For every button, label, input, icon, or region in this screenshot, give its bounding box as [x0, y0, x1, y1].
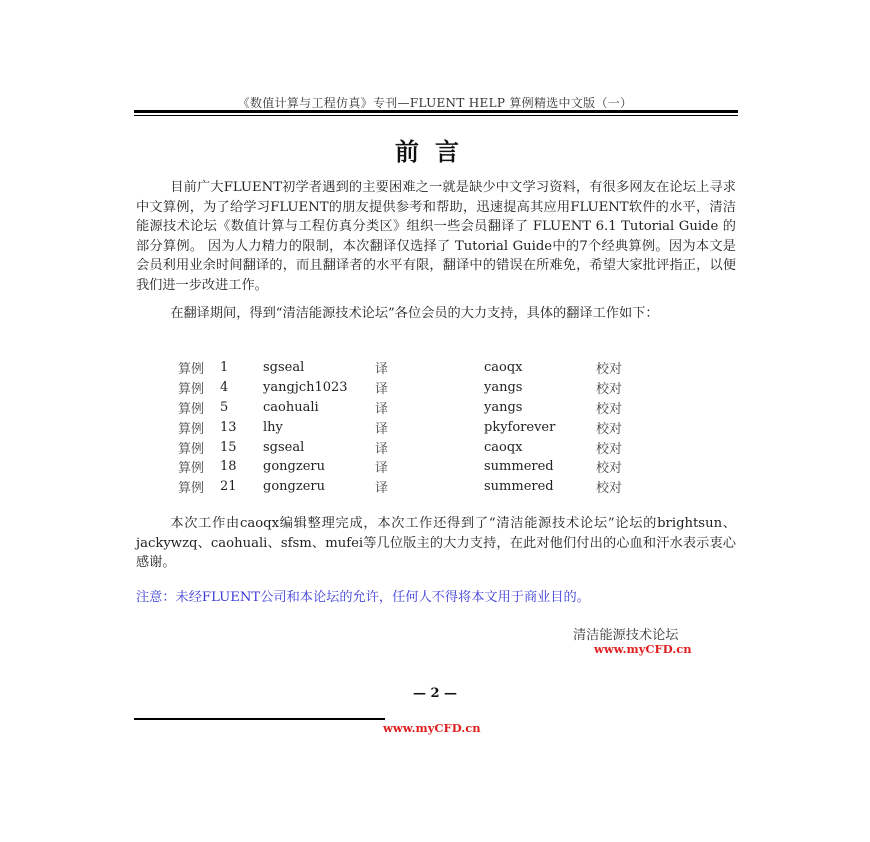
translate-label: 译 [375, 401, 389, 417]
reviewer-name: caoqx [484, 439, 523, 455]
translate-label: 译 [375, 461, 389, 477]
review-label: 校对 [596, 461, 623, 477]
reviewer-name: pkyforever [484, 419, 556, 435]
reviewer-name: summered [484, 459, 554, 475]
signature-url[interactable]: www.myCFD.cn [594, 642, 692, 656]
reviewer-name: caoqx [484, 360, 523, 376]
translator-name: gongzeru [263, 479, 325, 495]
translator-name: sgseal [263, 360, 305, 376]
footer-url[interactable]: www.myCFD.cn [383, 721, 481, 735]
intro-paragraph: 目前广大FLUENT初学者遇到的主要困难之一就是缺少中文学习资料，有很多网友在论坛上寻求中文算例，为了给学习FLUENT的朋友提供参考和帮助，迅速提高其应用FLUENT软件的水平，清洁能源技术论坛《数值计算与工程仿真分类区》组织一些会员翻译了 FLUENT 6.1 Tutorial Guide 的部分算例。 因为人力精力的限制，本次翻译仅选择了 Tutorial Guide中的7个经典算例。因为本文是会员利用业余时间翻译的，而且翻译者的水平有限，翻译中的错误在所难免，希望大家批评指正，以便我们进一步改进工作。 [136, 180, 736, 293]
case-label: 算例 [178, 441, 205, 457]
signature-org: 清洁能源技术论坛 [573, 628, 679, 643]
translator-name: caohuali [263, 399, 319, 415]
translate-label: 译 [375, 382, 389, 398]
page-title: 前言 [395, 138, 475, 166]
case-label: 算例 [178, 362, 205, 378]
thanks-paragraph: 在翻译期间，得到“清洁能源技术论坛”各位会员的大力支持，具体的翻译工作如下： [170, 306, 659, 321]
case-label: 算例 [178, 421, 205, 437]
translator-name: lhy [263, 419, 283, 435]
case-number: 15 [220, 439, 237, 455]
review-label: 校对 [596, 401, 623, 417]
review-label: 校对 [596, 421, 623, 437]
case-label: 算例 [178, 461, 205, 477]
case-number: 21 [220, 479, 237, 495]
page-number: — 2 — [412, 686, 458, 701]
table-row [178, 378, 636, 398]
header-rule-thick [134, 110, 738, 113]
translate-label: 译 [375, 441, 389, 457]
translate-label: 译 [375, 421, 389, 437]
footer-rule [134, 718, 385, 720]
table-row [178, 477, 636, 497]
table-row [178, 417, 636, 437]
header-rule-thin [134, 115, 738, 116]
case-number: 5 [220, 399, 229, 415]
case-label: 算例 [178, 382, 205, 398]
translate-label: 译 [375, 362, 389, 378]
translation-table [178, 358, 636, 497]
reviewer-name: summered [484, 479, 554, 495]
table-row [178, 437, 636, 457]
case-number: 18 [220, 459, 237, 475]
running-header: 《数值计算与工程仿真》专刊—FLUENT HELP 算例精选中文版（一） [237, 96, 633, 110]
review-label: 校对 [596, 362, 623, 378]
case-number: 4 [220, 380, 229, 396]
case-label: 算例 [178, 481, 205, 497]
review-label: 校对 [596, 481, 623, 497]
table-row [178, 398, 636, 418]
translator-name: gongzeru [263, 459, 325, 475]
translator-name: yangjch1023 [263, 380, 348, 396]
table-row [178, 457, 636, 477]
acknowledgement-paragraph: 本次工作由caoqx编辑整理完成，本次工作还得到了“清洁能源技术论坛”论坛的brightsun、jackywzq、caohuali、sfsm、mufei等几位版主的大力支持，在此对他们付出的心血和汗水表示衷心感谢。 [136, 516, 736, 571]
case-label: 算例 [178, 401, 205, 417]
review-label: 校对 [596, 382, 623, 398]
case-number: 1 [220, 360, 229, 376]
review-label: 校对 [596, 441, 623, 457]
case-number: 13 [220, 419, 237, 435]
table-row [178, 358, 636, 378]
copyright-notice: 注意：未经FLUENT公司和本论坛的允许，任何人不得将本文用于商业目的。 [136, 590, 590, 605]
reviewer-name: yangs [484, 399, 523, 415]
translator-name: sgseal [263, 439, 305, 455]
reviewer-name: yangs [484, 380, 523, 396]
translate-label: 译 [375, 481, 389, 497]
